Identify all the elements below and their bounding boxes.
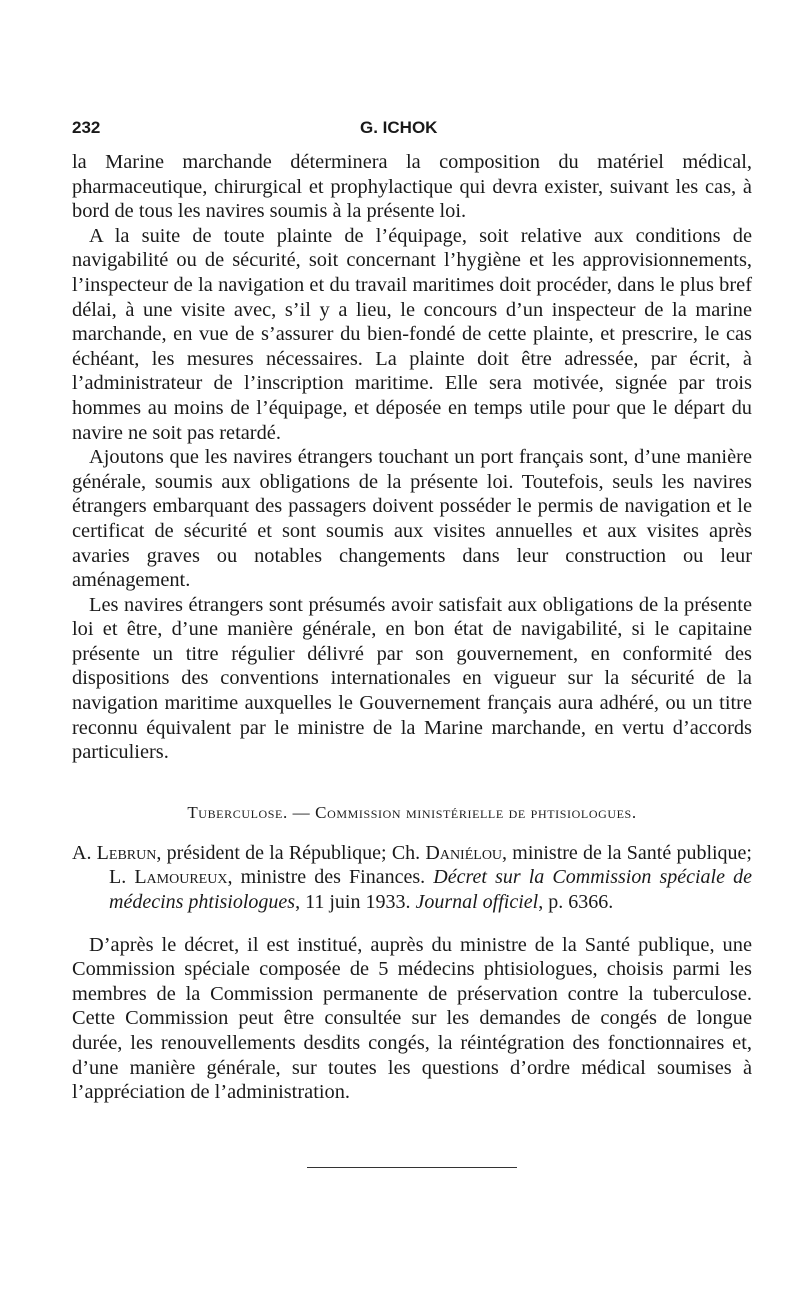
- paragraph-1: la Marine marchande déterminera la composition du matériel médical, pharmaceutique, chirurgical et prophylactique qui devra exister, suivant les cas, à bord de tous les navires soumis à la présente loi.: [72, 151, 752, 223]
- citation-name-danielou: Daniélou: [425, 841, 503, 864]
- running-header: [72, 118, 752, 138]
- paragraph-4: Les navires étrangers sont présumés avoir satisfait aux obligations de la présente loi et être, d’une manière générale, en bon état de navigabilité, si le capitaine présente un titre régulier délivré par son gouvernement, en conformité des dispositions des conventions internationales en vigueur sur la sécurité de la navigation maritime auxquelles le Gouvernement français aura adhéré, ou un titre reconnu équivalent par le ministre de la Marine marchande, en vertu d’accords particuliers.: [72, 593, 752, 764]
- citation-decree-title: Décret sur la Commission spéciale de médecins phtisiologues: [109, 866, 752, 914]
- paragraph-3: Ajoutons que les navires étrangers touchant un port français sont, d’une manière générale, soumis aux obligations de la présente loi. Toutefois, seuls les navires étrangers embarquant des passagers doivent posséder le permis de navigation et le certificat de sécurité et sont soumis aux visites annuelles et aux visites après avaries graves ou notables changements dans leur construction ou leur aménagement.: [72, 446, 752, 592]
- section-title: Tuberculose. — Commission ministérielle de phtisiologues.: [187, 802, 637, 822]
- paragraph-2: A la suite de toute plainte de l’équipage, soit relative aux conditions de navigabilité ou de sécurité, soit concernant l’hygiène et les approvisionnements, l’inspecteur de la navigation et du travail maritimes doit procéder, dans le plus bref délai, à une visite avec, s’il y a lieu, le concours d’un inspecteur de la marine marchande, en vue de s’assurer du bien-fondé de cette plainte, et prescrire, le cas échéant, les mesures nécessaires. La plainte doit être adressée, par écrit, à l’administrateur de l’inscription maritime. Elle sera motivée, signée par trois hommes au moins de l’équipage, et déposée en temps utile pour que le départ du navire ne soit pas retardé.: [72, 224, 752, 444]
- citation-date: , 11 juin 1933.: [295, 891, 416, 914]
- end-rule: [307, 1167, 517, 1168]
- citation-text-3: , ministre des Finances.: [227, 866, 434, 889]
- citation-name-lebrun: Lebrun: [96, 841, 157, 864]
- page-number: 232: [72, 118, 101, 137]
- citation-page: , p. 6366.: [538, 891, 614, 914]
- citation-name-lamoureux: Lamoureux: [134, 866, 228, 889]
- running-head-author: G. ICHOK: [360, 118, 438, 137]
- citation-journal: Journal officiel: [415, 891, 539, 914]
- citation-initial: A.: [72, 841, 97, 864]
- citation-text-2: , ministre de la Santé publique; L.: [109, 841, 752, 889]
- decree-citation: [72, 841, 752, 915]
- closing-paragraph: D’après le décret, il est institué, auprès du ministre de la Santé publique, une Commission spéciale composée de 5 médecins phtisiologues, choisis parmi les membres de la Commission permanente de préservation contre la tuberculose. Cette Commission peut être consultée sur les demandes de congés de longue durée, les renouvellements desdits congés, la réintégration des fonctionnaires et, d’une manière générale, sur toutes les questions d’ordre médical soumises à l’appréciation de l’administration.: [72, 933, 752, 1104]
- citation-text-1: , président de la République; Ch.: [156, 841, 426, 864]
